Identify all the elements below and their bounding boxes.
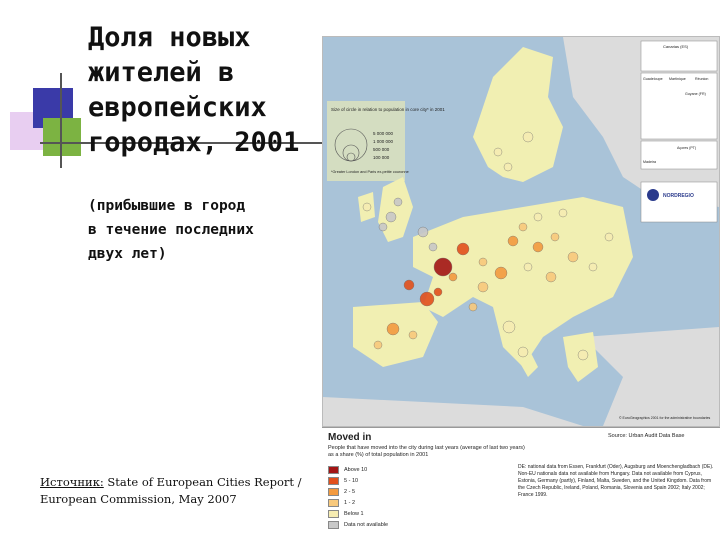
city-marker xyxy=(404,280,414,290)
legend-class-label: Data not available xyxy=(344,522,389,528)
slide-title: Доля новых жителей в европейских городах, 2001 xyxy=(88,22,300,158)
inset-label: Guadeloupe xyxy=(643,77,663,81)
legend-class-label: Below 1 xyxy=(344,511,364,517)
city-marker xyxy=(478,282,488,292)
legend-swatch xyxy=(328,477,339,485)
city-marker xyxy=(494,148,502,156)
size-legend-value: 500 000 xyxy=(373,147,390,152)
city-marker xyxy=(449,273,457,281)
city-marker xyxy=(559,209,567,217)
legend-class-label: 1 - 2 xyxy=(344,500,356,506)
city-marker xyxy=(551,233,559,241)
legend-swatch xyxy=(328,488,339,496)
city-marker xyxy=(363,203,371,211)
city-marker xyxy=(589,263,597,271)
map-canvas xyxy=(323,37,719,426)
legend-class xyxy=(328,488,355,496)
inset-label: Martinique xyxy=(669,77,686,81)
city-marker xyxy=(524,263,532,271)
legend-class-label: Above 10 xyxy=(344,467,368,473)
size-legend-value: 5 000 000 xyxy=(373,131,394,136)
city-marker xyxy=(546,272,556,282)
inset-label: Canarias (ES) xyxy=(663,44,689,49)
legend-swatch xyxy=(328,499,339,507)
city-marker xyxy=(420,292,434,306)
europe-map xyxy=(322,36,720,427)
legend-class xyxy=(328,477,358,485)
city-marker xyxy=(508,236,518,246)
city-marker xyxy=(434,288,442,296)
city-marker xyxy=(394,198,402,206)
city-marker xyxy=(434,258,452,276)
legend-swatch xyxy=(328,510,339,518)
inset-label: Réunion xyxy=(695,77,709,81)
city-marker xyxy=(503,321,515,333)
legend-class-label: 2 - 5 xyxy=(344,489,356,495)
decor-vertical-line xyxy=(60,73,62,168)
city-marker xyxy=(605,233,613,241)
legend-description: People that have moved into the city during last years (average of last two years) as a share (%) of total population in 2001 xyxy=(328,445,525,458)
legend-class xyxy=(328,499,355,507)
slide-subtitle: (прибывшие в город в течение последних двух лет) xyxy=(88,198,254,262)
source-text: State of European Cities Report / European Commission, May 2007 xyxy=(40,475,302,506)
city-marker xyxy=(469,303,477,311)
nordregio-logo-icon xyxy=(647,189,659,201)
city-marker xyxy=(534,213,542,221)
city-marker xyxy=(386,212,396,222)
legend-title: Moved in xyxy=(328,432,372,443)
size-legend-note: *Greater London and Paris ex-petite couronne xyxy=(331,170,409,174)
inset-label: Açores (PT) xyxy=(677,146,697,150)
city-marker xyxy=(418,227,428,237)
city-marker xyxy=(429,243,437,251)
city-marker xyxy=(374,341,382,349)
city-marker xyxy=(457,243,469,255)
city-marker xyxy=(495,267,507,279)
source-label: Источник: xyxy=(40,475,104,489)
legend-class xyxy=(328,510,364,518)
city-marker xyxy=(479,258,487,266)
decor-square-green xyxy=(43,118,81,156)
city-marker xyxy=(523,132,533,142)
source-citation xyxy=(40,474,310,508)
legend-swatch xyxy=(328,466,339,474)
size-legend-value: 1 000 000 xyxy=(373,139,394,144)
legend-swatch xyxy=(328,521,339,529)
size-legend-value: 100 000 xyxy=(373,155,390,160)
legend-class xyxy=(328,521,388,529)
city-marker xyxy=(533,242,543,252)
legend-source: Source: Urban Audit Data Base xyxy=(608,433,685,439)
city-marker xyxy=(519,223,527,231)
inset-panels xyxy=(641,41,717,222)
city-marker xyxy=(409,331,417,339)
city-marker xyxy=(578,350,588,360)
nordregio-logo-text: NORDREGIO xyxy=(663,193,694,199)
legend-notes: DE: national data from Essen, Frankfurt (Oder), Augsburg and Moenchengladbach (DE). Non-EU nationals data not available from Hungary. Data not available from Cyprus, Estonia, Germany (partly), Finland, Malta, Sweden, and the United Kingdom. Data from the Czech Republic, Ireland, Poland, Romania, Slovenia and Spain 2002; Italy 2002; France 1999. xyxy=(518,464,714,498)
city-marker xyxy=(387,323,399,335)
city-marker xyxy=(379,223,387,231)
city-marker xyxy=(518,347,528,357)
city-marker xyxy=(568,252,578,262)
inset-label: Guyane (FR) xyxy=(685,92,706,96)
size-legend-heading: Size of circle in relation to population in core city* in 2001 xyxy=(331,107,445,112)
legend-class xyxy=(328,466,367,474)
map-credit: © EuroGeographics 2001 for the administrative boundaries xyxy=(619,416,711,420)
city-marker xyxy=(504,163,512,171)
map-legend xyxy=(322,427,720,540)
inset-label: Madeira xyxy=(643,160,656,164)
legend-class-label: 5 - 10 xyxy=(344,478,359,484)
